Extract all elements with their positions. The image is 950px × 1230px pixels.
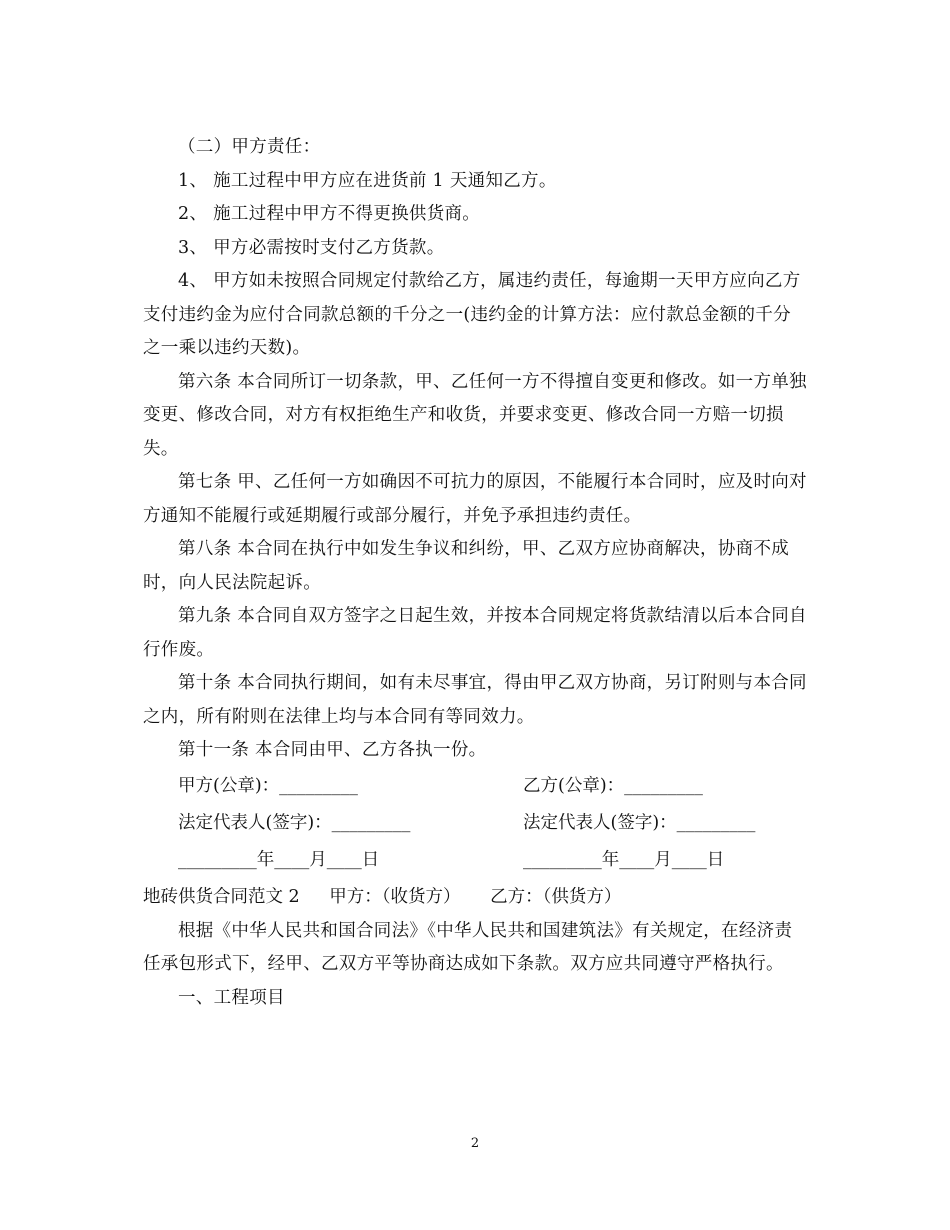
- heading-party-a: 甲方：（收货方）: [329, 886, 461, 907]
- article-7: 第七条 甲、乙任何一方如确因不可抗力的原因，不能履行本合同时，应及时向对方通知不能履行或延期履行或部分履行，并免予承担违约责任。: [143, 472, 807, 526]
- section-heading-party-a-duties: （二）甲方责任：: [178, 137, 321, 157]
- signature-row-representative: [143, 805, 808, 842]
- article-11: 第十一条 本合同由甲、乙方各执一份。: [178, 740, 487, 760]
- party-a-date-line: _________年____月____日: [178, 849, 380, 870]
- article-10: 第十条 本合同执行期间，如有未尽事宜，得由甲乙双方协商，另订附则与本合同之内，所有附则在法律上均与本合同有等同效力。: [143, 673, 807, 727]
- article-9: 第九条 本合同自双方签字之日起生效，并按本合同规定将货款结清以后本合同自行作废。: [143, 606, 807, 660]
- party-b-representative-line: 法定代表人(签字)：_________: [523, 812, 756, 833]
- section-project: 一、工程项目: [178, 987, 285, 1008]
- article-8: 第八条 本合同在执行中如发生争议和纠纷，甲、乙双方应协商解决，协商不成时，向人民法院起诉。: [143, 539, 790, 593]
- party-a-seal-line: 甲方(公章)：_________: [178, 775, 358, 796]
- page-number: 2: [470, 1136, 480, 1151]
- contract-title: 地砖供货合同范文 2: [143, 886, 300, 907]
- clause-item-3: 3、 甲方必需按时支付乙方货款。: [178, 237, 445, 258]
- clause-item-2: 2、 施工过程中甲方不得更换供货商。: [178, 204, 481, 224]
- document-body: [143, 131, 808, 1015]
- party-a-representative-line: 法定代表人(签字)：_________: [178, 812, 411, 833]
- party-b-date-line: _________年____月____日: [523, 849, 725, 870]
- legal-basis-paragraph: 根据《中华人民共和国合同法》《中华人民共和国建筑法》有关规定，在经济责任承包形式下，经甲、乙双方平等协商达成如下条款。双方应共同遵守严格执行。: [143, 920, 793, 974]
- party-b-seal-line: 乙方(公章)：_________: [523, 775, 703, 796]
- signature-row-date: [143, 842, 808, 879]
- signature-row-seal: [143, 768, 808, 805]
- clause-item-4: 4、 甲方如未按照合同规定付款给乙方，属违约责任，每逾期一天甲方应向乙方支付违约金为应付合同款总额的千分之一(违约金的计算方法：应付款总金额的千分之一乘以违约天数)。: [143, 271, 801, 358]
- contract-heading-row: [143, 879, 808, 915]
- article-6: 第六条 本合同所订一切条款，甲、乙任何一方不得擅自变更和修改。如一方单独变更、修改合同，对方有权拒绝生产和收货，并要求变更、修改合同一方赔一切损失。: [143, 371, 807, 459]
- heading-party-b: 乙方：（供货方）: [490, 886, 622, 907]
- clause-item-1: 1、 施工过程中甲方应在进货前 1 天通知乙方。: [178, 170, 557, 191]
